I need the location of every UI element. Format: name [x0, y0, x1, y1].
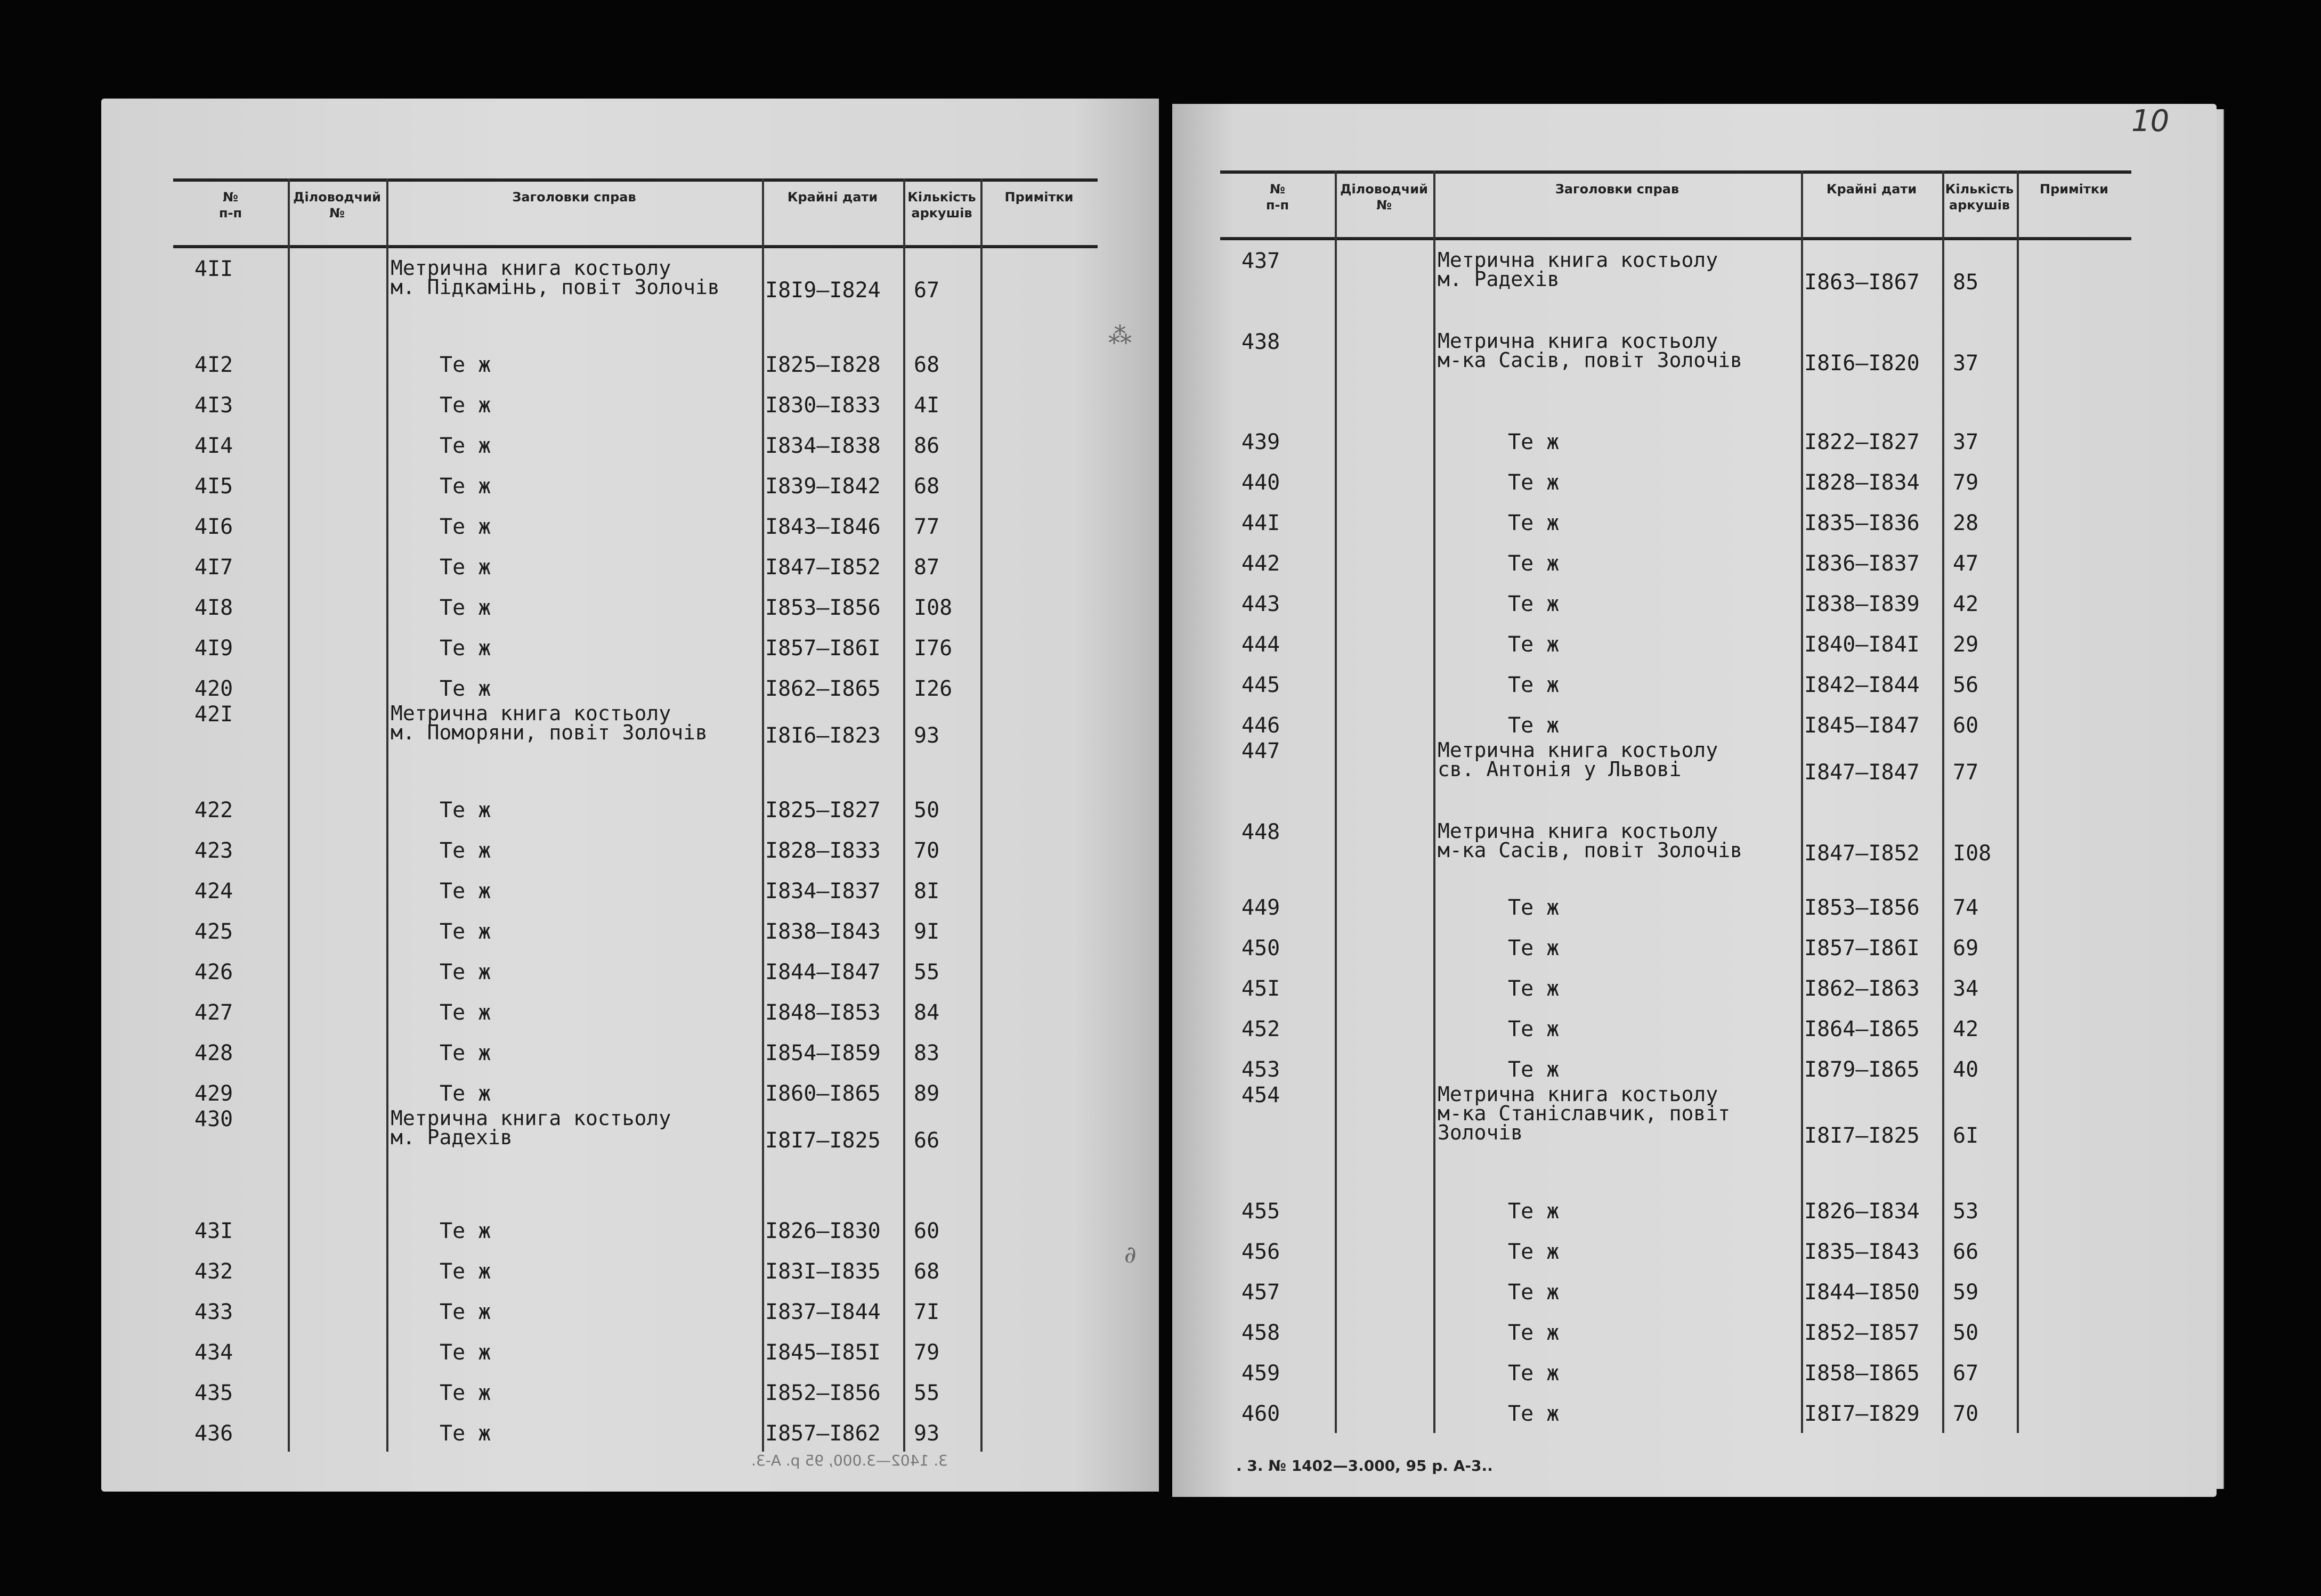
row-sheets: 93: [914, 1421, 940, 1446]
row-sheets: 34: [1953, 976, 1979, 1001]
row-title: Те ж: [1508, 713, 1560, 738]
column-divider: [288, 178, 290, 1452]
row-dates: I857–I86I: [765, 636, 881, 661]
row-sheets: 7I: [914, 1300, 940, 1325]
row-number: 45I: [1241, 976, 1280, 1001]
row-title: Те ж: [440, 474, 491, 499]
row-dates: I8I7–I825: [1804, 1123, 1920, 1148]
row-dates: I858–I865: [1804, 1361, 1920, 1386]
header-titles: Заголовки справ: [512, 190, 636, 205]
row-dates: I844–I847: [765, 960, 881, 984]
row-title: Метрична книга костьолу м-ка Станіславчик, повіт Золочів: [1438, 1082, 1731, 1144]
row-sheets: 84: [914, 1000, 940, 1025]
row-title: Те ж: [1508, 672, 1560, 697]
row-title: Те ж: [1508, 1239, 1560, 1264]
row-dates: I826–I834: [1804, 1199, 1920, 1224]
column-divider: [762, 178, 764, 1452]
row-title: Те ж: [440, 1381, 491, 1406]
row-title: Метрична книга костьолу св. Антонія у Львові: [1438, 738, 1718, 781]
row-number: 460: [1241, 1401, 1280, 1426]
row-sheets: I76: [914, 636, 953, 661]
row-sheets: 86: [914, 434, 940, 458]
row-number: 424: [194, 879, 233, 903]
row-title: Те ж: [440, 1000, 491, 1025]
row-dates: I822–I827: [1804, 429, 1920, 454]
row-title: Те ж: [440, 596, 491, 620]
row-sheets: 85: [1953, 270, 1979, 295]
row-sheets: 55: [914, 1381, 940, 1406]
row-number: 44I: [1241, 510, 1280, 535]
column-divider: [980, 178, 983, 1452]
row-dates: I862–I865: [765, 677, 881, 701]
row-title: Те ж: [1508, 1016, 1560, 1041]
row-sheets: 77: [914, 515, 940, 539]
row-dates: I853–I856: [1804, 895, 1920, 920]
left-page: [101, 99, 1159, 1492]
row-sheets: 67: [1953, 1361, 1979, 1386]
row-title: Те ж: [440, 636, 491, 661]
row-number: 454: [1241, 1082, 1280, 1108]
header-number: № п-п: [1265, 182, 1289, 213]
pencil-mark: ⁂: [1108, 322, 1132, 349]
table-top-rule: [173, 178, 1098, 182]
row-sheets: 74: [1953, 895, 1979, 920]
row-dates: I828–I833: [765, 838, 881, 863]
row-dates: I864–I865: [1804, 1016, 1920, 1041]
row-number: 4I6: [194, 515, 233, 539]
row-dates: I8I7–I829: [1804, 1401, 1920, 1426]
row-number: 4II: [194, 257, 233, 281]
row-dates: I838–I839: [1804, 591, 1920, 616]
footer-bleed-through: 3. 1402—3.000, 95 р. А-3.: [751, 1452, 948, 1469]
row-number: 450: [1241, 935, 1280, 960]
row-title: Те ж: [440, 434, 491, 458]
row-number: 4I5: [194, 474, 233, 499]
row-sheets: 68: [914, 1259, 940, 1284]
row-dates: I853–I856: [765, 596, 881, 620]
row-sheets: 77: [1953, 760, 1979, 785]
column-divider: [1433, 170, 1435, 1433]
row-sheets: 79: [1953, 470, 1979, 495]
row-dates: I842–I844: [1804, 672, 1920, 697]
row-title: Те ж: [1508, 632, 1560, 657]
row-title: Метрична книга костьолу м. Радехів: [1438, 248, 1718, 291]
row-dates: I839–I842: [765, 474, 881, 499]
row-number: 459: [1241, 1361, 1280, 1386]
row-title: Те ж: [440, 393, 491, 418]
row-number: 432: [194, 1259, 233, 1284]
row-dates: I857–I862: [765, 1421, 881, 1446]
row-title: Те ж: [440, 1300, 491, 1325]
table-top-rule: [1220, 170, 2131, 174]
row-title: Те ж: [1508, 895, 1560, 920]
row-number: 422: [194, 798, 233, 823]
row-dates: I8I6–I823: [765, 723, 881, 748]
row-title: Метрична книга костьолу м. Підкамінь, повіт Золочів: [391, 256, 720, 299]
row-sheets: 87: [914, 555, 940, 580]
row-number: 425: [194, 919, 233, 944]
row-dates: I844–I850: [1804, 1280, 1920, 1305]
header-sheets: Кількість аркушів: [1945, 182, 2014, 213]
row-title: Те ж: [440, 1421, 491, 1446]
row-dates: I834–I838: [765, 434, 881, 458]
header-titles: Заголовки справ: [1555, 182, 1679, 197]
row-sheets: 50: [1953, 1320, 1979, 1345]
row-title: Метрична книга костьолу м-ка Сасів, повіт Золочів: [1438, 819, 1742, 862]
row-sheets: 40: [1953, 1057, 1979, 1082]
row-title: Те ж: [440, 838, 491, 863]
row-sheets: 28: [1953, 510, 1979, 535]
row-sheets: 67: [914, 278, 940, 303]
row-sheets: 68: [914, 474, 940, 499]
row-number: 4I3: [194, 393, 233, 418]
row-dates: I826–I830: [765, 1219, 881, 1244]
row-title: Те ж: [440, 960, 491, 984]
row-number: 448: [1241, 819, 1280, 844]
row-dates: I879–I865: [1804, 1057, 1920, 1082]
row-number: 444: [1241, 632, 1280, 657]
row-sheets: 66: [914, 1128, 940, 1153]
row-number: 434: [194, 1340, 233, 1365]
row-dates: I8I7–I825: [765, 1128, 881, 1153]
print-footer: . 3. № 1402—3.000, 95 р. А-3..: [1236, 1457, 1493, 1475]
row-sheets: 9I: [914, 919, 940, 944]
row-title: Те ж: [440, 919, 491, 944]
row-dates: I836–I837: [1804, 551, 1920, 576]
row-number: 442: [1241, 551, 1280, 576]
row-title: Те ж: [440, 515, 491, 539]
row-number: 443: [1241, 591, 1280, 616]
row-dates: I847–I852: [1804, 841, 1920, 866]
row-sheets: 47: [1953, 551, 1979, 576]
row-number: 427: [194, 1000, 233, 1025]
table-header-rule: [1220, 237, 2131, 240]
row-title: Те ж: [1508, 1320, 1560, 1345]
row-number: 446: [1241, 713, 1280, 738]
column-divider: [903, 178, 905, 1452]
page-number: 10: [2131, 104, 2170, 139]
row-title: Те ж: [440, 555, 491, 580]
row-number: 4I2: [194, 353, 233, 377]
row-dates: I857–I86I: [1804, 935, 1920, 960]
row-sheets: I08: [914, 596, 953, 620]
row-sheets: 29: [1953, 632, 1979, 657]
row-dates: I8I9–I824: [765, 278, 881, 303]
row-number: 455: [1241, 1199, 1280, 1224]
row-dates: I825–I828: [765, 353, 881, 377]
header-number: № п-п: [218, 190, 242, 221]
row-sheets: 8I: [914, 879, 940, 903]
row-title: Те ж: [440, 1219, 491, 1244]
row-title: Те ж: [1508, 470, 1560, 495]
row-dates: I860–I865: [765, 1081, 881, 1106]
header-notes: Примітки: [1004, 190, 1074, 205]
row-dates: I854–I859: [765, 1041, 881, 1065]
row-number: 453: [1241, 1057, 1280, 1082]
row-title: Те ж: [440, 798, 491, 823]
row-sheets: 50: [914, 798, 940, 823]
row-sheets: 42: [1953, 591, 1979, 616]
row-title: Те ж: [440, 677, 491, 701]
row-number: 433: [194, 1300, 233, 1325]
row-dates: I863–I867: [1804, 270, 1920, 295]
row-dates: I837–I844: [765, 1300, 881, 1325]
row-number: 439: [1241, 429, 1280, 454]
row-title: Те ж: [1508, 591, 1560, 616]
row-sheets: I08: [1953, 841, 1992, 866]
row-number: 4I7: [194, 555, 233, 580]
row-number: 445: [1241, 672, 1280, 697]
row-sheets: 93: [914, 723, 940, 748]
row-title: Те ж: [1508, 1361, 1560, 1386]
row-title: Те ж: [1508, 935, 1560, 960]
row-number: 440: [1241, 470, 1280, 495]
row-title: Те ж: [1508, 976, 1560, 1001]
row-title: Метрична книга костьолу м. Поморяни, повіт Золочів: [391, 702, 708, 744]
row-sheets: 89: [914, 1081, 940, 1106]
row-sheets: 70: [914, 838, 940, 863]
row-title: Те ж: [1508, 1057, 1560, 1082]
row-sheets: 66: [1953, 1239, 1979, 1264]
row-number: 428: [194, 1041, 233, 1065]
row-title: Те ж: [440, 353, 491, 377]
column-divider: [1942, 170, 1944, 1433]
row-dates: I848–I853: [765, 1000, 881, 1025]
row-sheets: 83: [914, 1041, 940, 1065]
row-number: 426: [194, 960, 233, 984]
row-dates: I840–I84I: [1804, 632, 1920, 657]
row-number: 4I4: [194, 434, 233, 458]
row-title: Те ж: [1508, 1401, 1560, 1426]
row-title: Те ж: [440, 1041, 491, 1065]
row-sheets: 56: [1953, 672, 1979, 697]
row-dates: I835–I836: [1804, 510, 1920, 535]
row-dates: I83I–I835: [765, 1259, 881, 1284]
row-dates: I852–I856: [765, 1381, 881, 1406]
row-dates: I830–I833: [765, 393, 881, 418]
row-title: Те ж: [1508, 551, 1560, 576]
row-number: 420: [194, 677, 233, 701]
row-number: 43I: [194, 1219, 233, 1244]
row-sheets: I26: [914, 677, 953, 701]
row-title: Те ж: [440, 1259, 491, 1284]
row-title: Те ж: [1508, 1280, 1560, 1305]
pencil-mark: ∂: [1124, 1241, 1137, 1268]
header-dates: Крайні дати: [1826, 182, 1917, 197]
header-dates: Крайні дати: [787, 190, 878, 205]
row-number: 452: [1241, 1016, 1280, 1041]
header-notes: Примітки: [2040, 182, 2108, 197]
row-title: Те ж: [1508, 510, 1560, 535]
row-title: Те ж: [440, 1081, 491, 1106]
row-dates: I843–I846: [765, 515, 881, 539]
row-title: Метрична книга костьолу м-ка Сасів, повіт Золочів: [1438, 329, 1742, 372]
row-number: 423: [194, 838, 233, 863]
header-clerk-number: Діловодчий №: [1340, 182, 1428, 213]
row-sheets: 69: [1953, 935, 1979, 960]
row-dates: I845–I847: [1804, 713, 1920, 738]
column-divider: [2017, 170, 2019, 1433]
row-dates: I8I6–I820: [1804, 351, 1920, 376]
row-dates: I825–I827: [765, 798, 881, 823]
row-number: 449: [1241, 895, 1280, 920]
row-dates: I834–I837: [765, 879, 881, 903]
header-clerk-number: Діловодчий №: [293, 190, 381, 221]
row-sheets: 53: [1953, 1199, 1979, 1224]
row-dates: I828–I834: [1804, 470, 1920, 495]
row-number: 435: [194, 1381, 233, 1406]
row-title: Те ж: [1508, 1199, 1560, 1224]
column-divider: [1335, 170, 1337, 1433]
row-number: 4I9: [194, 636, 233, 661]
row-number: 437: [1241, 249, 1280, 273]
row-dates: I852–I857: [1804, 1320, 1920, 1345]
row-number: 436: [194, 1421, 233, 1446]
row-title: Метрична книга костьолу м. Радехів: [391, 1106, 671, 1149]
row-number: 42I: [194, 702, 233, 727]
row-number: 430: [194, 1107, 233, 1131]
row-sheets: 68: [914, 353, 940, 377]
row-title: Те ж: [440, 1340, 491, 1365]
row-dates: I847–I847: [1804, 760, 1920, 785]
row-number: 438: [1241, 330, 1280, 354]
row-title: Те ж: [440, 879, 491, 903]
row-sheets: 6I: [1953, 1123, 1979, 1148]
row-number: 4I8: [194, 596, 233, 620]
row-title: Те ж: [1508, 429, 1560, 454]
table-header-rule: [173, 245, 1098, 248]
right-page: [1172, 104, 2217, 1497]
row-sheets: 37: [1953, 351, 1979, 376]
row-sheets: 60: [914, 1219, 940, 1244]
row-number: 457: [1241, 1280, 1280, 1305]
row-dates: I835–I843: [1804, 1239, 1920, 1264]
row-dates: I862–I863: [1804, 976, 1920, 1001]
row-dates: I847–I852: [765, 555, 881, 580]
row-sheets: 37: [1953, 429, 1979, 454]
row-sheets: 55: [914, 960, 940, 984]
row-number: 447: [1241, 738, 1280, 763]
row-sheets: 60: [1953, 713, 1979, 738]
header-sheets: Кількість аркушів: [907, 190, 976, 221]
column-divider: [386, 178, 388, 1452]
row-number: 429: [194, 1081, 233, 1106]
row-number: 456: [1241, 1239, 1280, 1264]
row-sheets: 59: [1953, 1280, 1979, 1305]
row-sheets: 42: [1953, 1016, 1979, 1041]
column-divider: [1801, 170, 1803, 1433]
row-number: 458: [1241, 1320, 1280, 1345]
row-sheets: 70: [1953, 1401, 1979, 1426]
row-sheets: 79: [914, 1340, 940, 1365]
row-sheets: 4I: [914, 393, 940, 418]
row-dates: I838–I843: [765, 919, 881, 944]
row-dates: I845–I85I: [765, 1340, 881, 1365]
